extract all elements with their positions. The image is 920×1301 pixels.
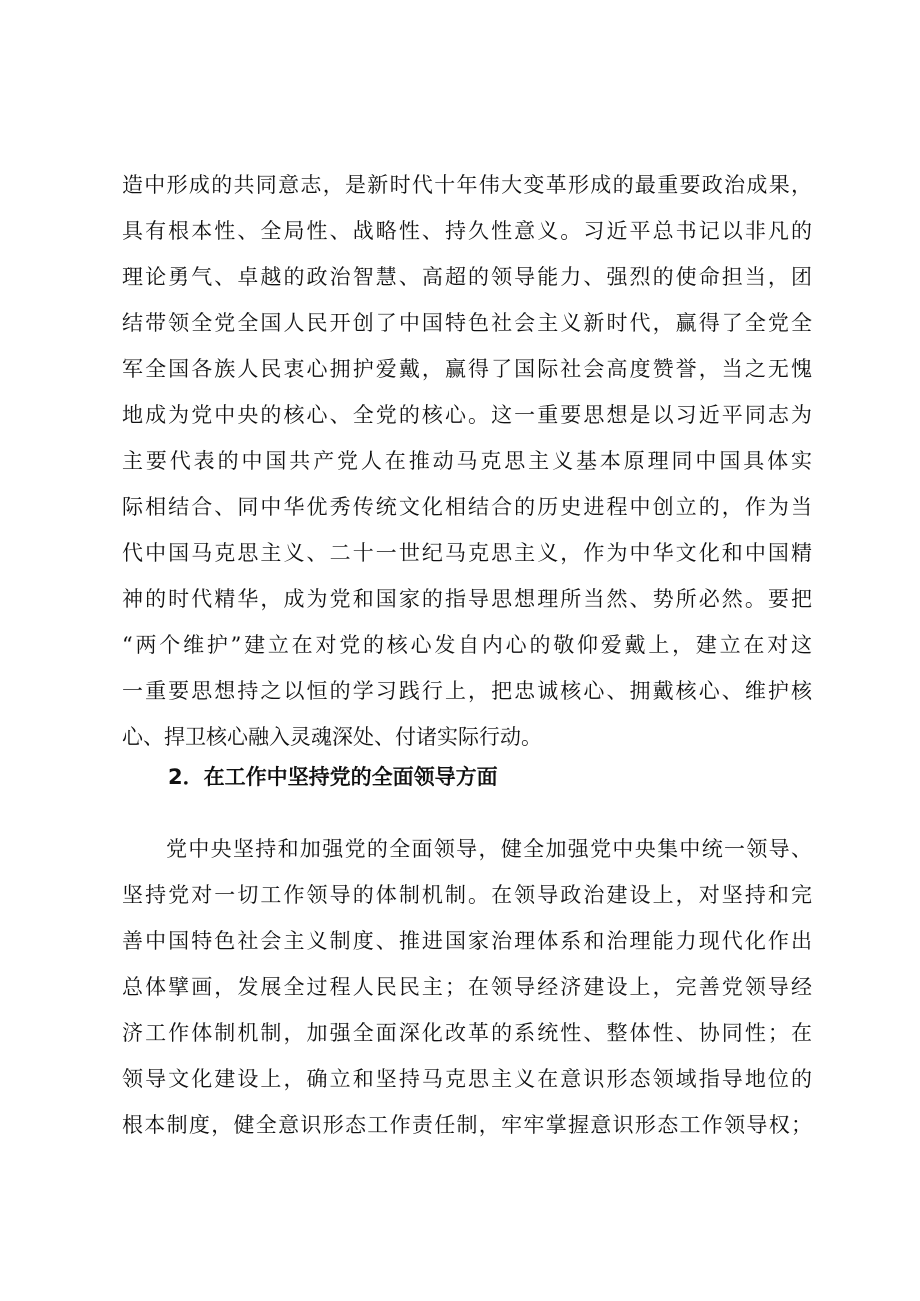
text-line: 造中形成的共同意志，是新时代十年伟大变革形成的最重要政治成果，: [122, 173, 812, 197]
text-line: 际相结合、同中华优秀传统文化相结合的历史进程中创立的，作为当: [122, 495, 812, 519]
text-line: 领导文化建设上，确立和坚持马克思主义在意识形态领域指导地位的: [122, 1067, 812, 1091]
text-line: 善中国特色社会主义制度、推进国家治理体系和治理能力现代化作出: [122, 929, 812, 953]
text-line: 代中国马克思主义、二十一世纪马克思主义，作为中华文化和中国精: [122, 541, 812, 565]
text-line: 地成为党中央的核心、全党的核心。这一重要思想是以习近平同志为: [122, 403, 812, 427]
text-line: 一重要思想持之以恒的学习践行上，把忠诚核心、拥戴核心、维护核: [122, 679, 812, 703]
text-line: 神的时代精华，成为党和国家的指导思想理所当然、势所必然。要把: [122, 587, 812, 611]
text-line: “两个维护”建立在对党的核心发自内心的敬仰爱戴上，建立在对这: [122, 633, 812, 657]
section-heading: 2．在工作中坚持党的全面领导方面: [168, 765, 498, 789]
paragraph-2: [122, 826, 812, 1148]
text-line: 心、捍卫核心融入灵魂深处、付诸实际行动。: [122, 725, 542, 749]
text-line: 根本制度，健全意识形态工作责任制，牢牢掌握意识形态工作领导权；: [122, 1113, 812, 1137]
text-line: 党中央坚持和加强党的全面领导，健全加强党中央集中统一领导、: [166, 837, 812, 861]
text-line: 具有根本性、全局性、战略性、持久性意义。习近平总书记以非凡的: [122, 219, 812, 243]
text-line: 军全国各族人民衷心拥护爱戴，赢得了国际社会高度赞誉，当之无愧: [122, 357, 812, 381]
text-line: 坚持党对一切工作领导的体制机制。在领导政治建设上，对坚持和完: [122, 883, 812, 907]
text-line: 总体擘画，发展全过程人民民主；在领导经济建设上，完善党领导经: [122, 975, 812, 999]
text-line: 济工作体制机制，加强全面深化改革的系统性、整体性、协同性；在: [122, 1021, 812, 1045]
text-line: 理论勇气、卓越的政治智慧、高超的领导能力、强烈的使命担当，团: [122, 265, 812, 289]
text-line: 主要代表的中国共产党人在推动马克思主义基本原理同中国具体实: [122, 449, 812, 473]
text-line: 结带领全党全国人民开创了中国特色社会主义新时代，赢得了全党全: [122, 311, 812, 335]
paragraph-1: [122, 162, 812, 760]
